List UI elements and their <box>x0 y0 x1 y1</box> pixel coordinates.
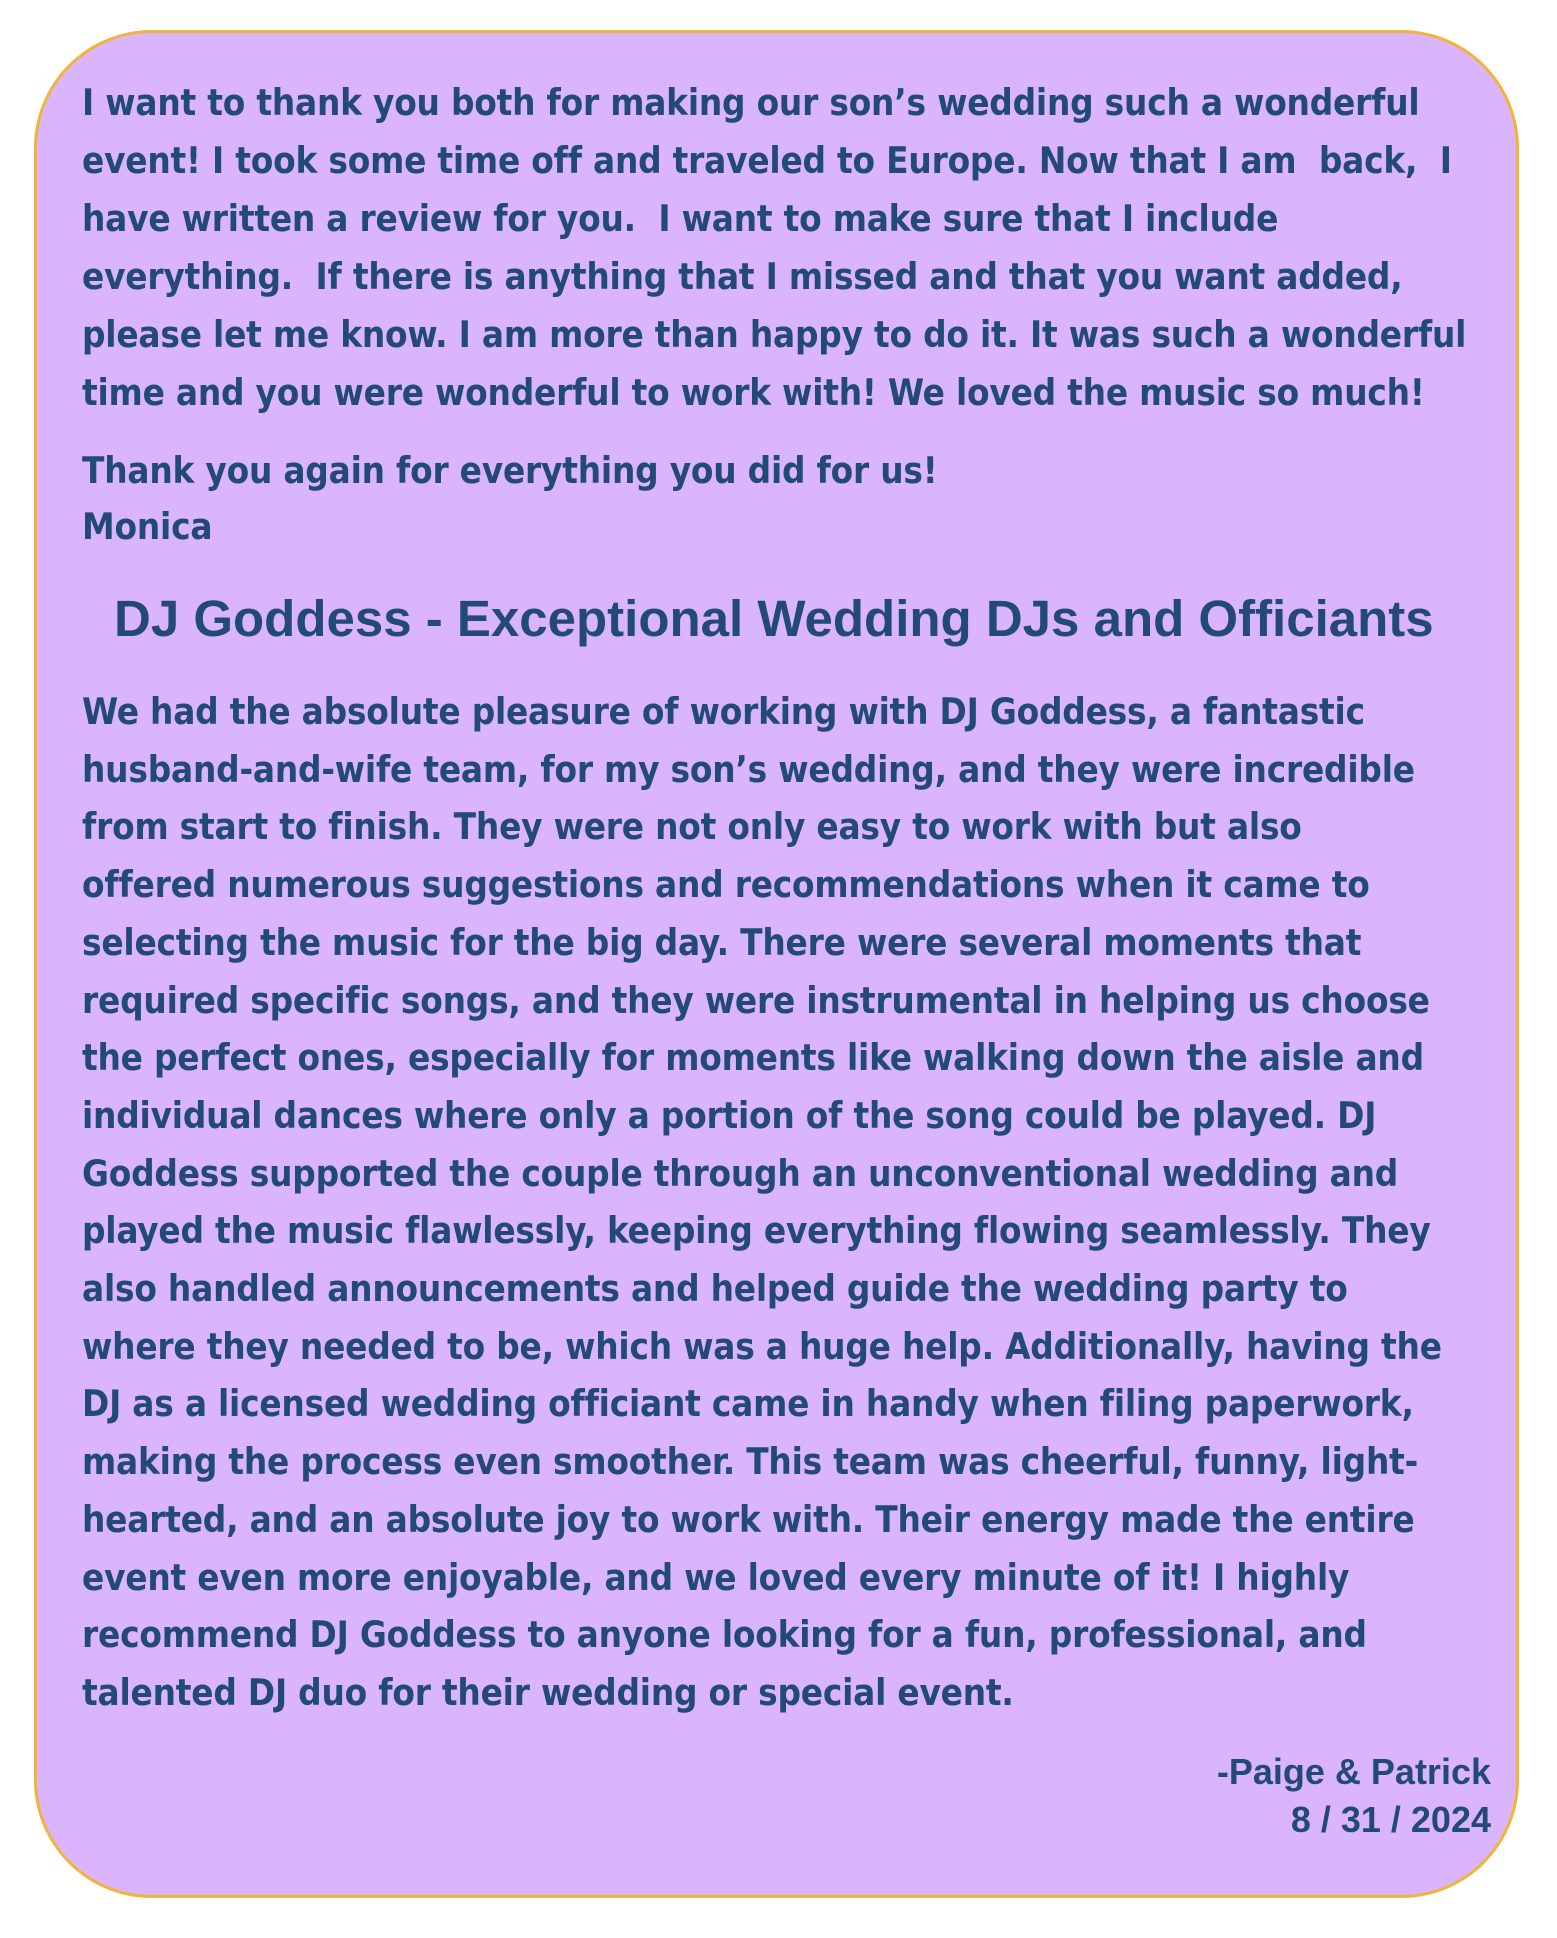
review-line: DJ as a licensed wedding officiant came in handy when filing paperwork, <box>82 1382 1414 1426</box>
review-line: also handled announcements and helped guide the wedding party to <box>82 1267 1348 1311</box>
review-line: offered numerous suggestions and recommendations when it came to <box>82 863 1370 907</box>
note-line: everything. If there is anything that I missed and that you want added, <box>82 255 1403 298</box>
note-line: please let me know. I am more than happy to do it. It was such a wonderful <box>82 313 1467 356</box>
review-line: making the process even smoother. This team was cheerful, funny, light- <box>82 1440 1419 1484</box>
review-line: required specific songs, and they were instrumental in helping us choose <box>82 978 1430 1022</box>
review-line: Goddess supported the couple through an unconventional wedding and <box>82 1151 1399 1195</box>
review-line: recommend DJ Goddess to anyone looking for a fun, professional, and <box>82 1613 1367 1657</box>
review-title: DJ Goddess - Exceptional Wedding DJs and Officiants <box>114 590 1434 647</box>
thank-you-note <box>82 74 1502 422</box>
review-line: event even more enjoyable, and we loved every minute of it! I highly <box>82 1555 1350 1599</box>
thanks-line: Thank you again for everything you did for us! <box>82 449 938 492</box>
review-line: selecting the music for the big day. There were several moments that <box>82 920 1362 964</box>
review-author: -Paige & Patrick <box>1216 1751 1491 1792</box>
review-line: hearted, and an absolute joy to work with. Their energy made the entire <box>82 1497 1415 1541</box>
review-line: played the music flawlessly, keeping everything flowing seamlessly. They <box>82 1209 1431 1253</box>
review-line: We had the absolute pleasure of working with DJ Goddess, a fantastic <box>82 690 1365 733</box>
note-line: I want to thank you both for making our son’s wedding such a wonderful <box>82 81 1420 124</box>
card-content <box>82 74 1502 1722</box>
review-line: the perfect ones, especially for moments like walking down the aisle and <box>82 1036 1424 1080</box>
note-signature: Monica <box>82 505 213 548</box>
review-body <box>82 683 1502 1722</box>
review-line: talented DJ duo for their wedding or special event. <box>82 1670 1014 1714</box>
review-line: from start to finish. They were not only easy to work with but also <box>82 805 1302 849</box>
note-line: event! I took some time off and traveled to Europe. Now that I am back, I <box>82 139 1452 182</box>
review-line: individual dances where only a portion of the song could be played. DJ <box>82 1093 1377 1137</box>
review-date: 8 / 31 / 2024 <box>1290 1799 1491 1840</box>
review-line: where they needed to be, which was a huge help. Additionally, having the <box>82 1324 1442 1368</box>
review-signoff <box>891 1748 1491 1844</box>
note-closing <box>82 443 1502 555</box>
note-line: time and you were wonderful to work with! We loved the music so much! <box>82 371 1425 414</box>
review-line: husband-and-wife team, for my son’s wedding, and they were incredible <box>82 747 1415 791</box>
note-line: have written a review for you. I want to make sure that I include <box>82 197 1279 240</box>
